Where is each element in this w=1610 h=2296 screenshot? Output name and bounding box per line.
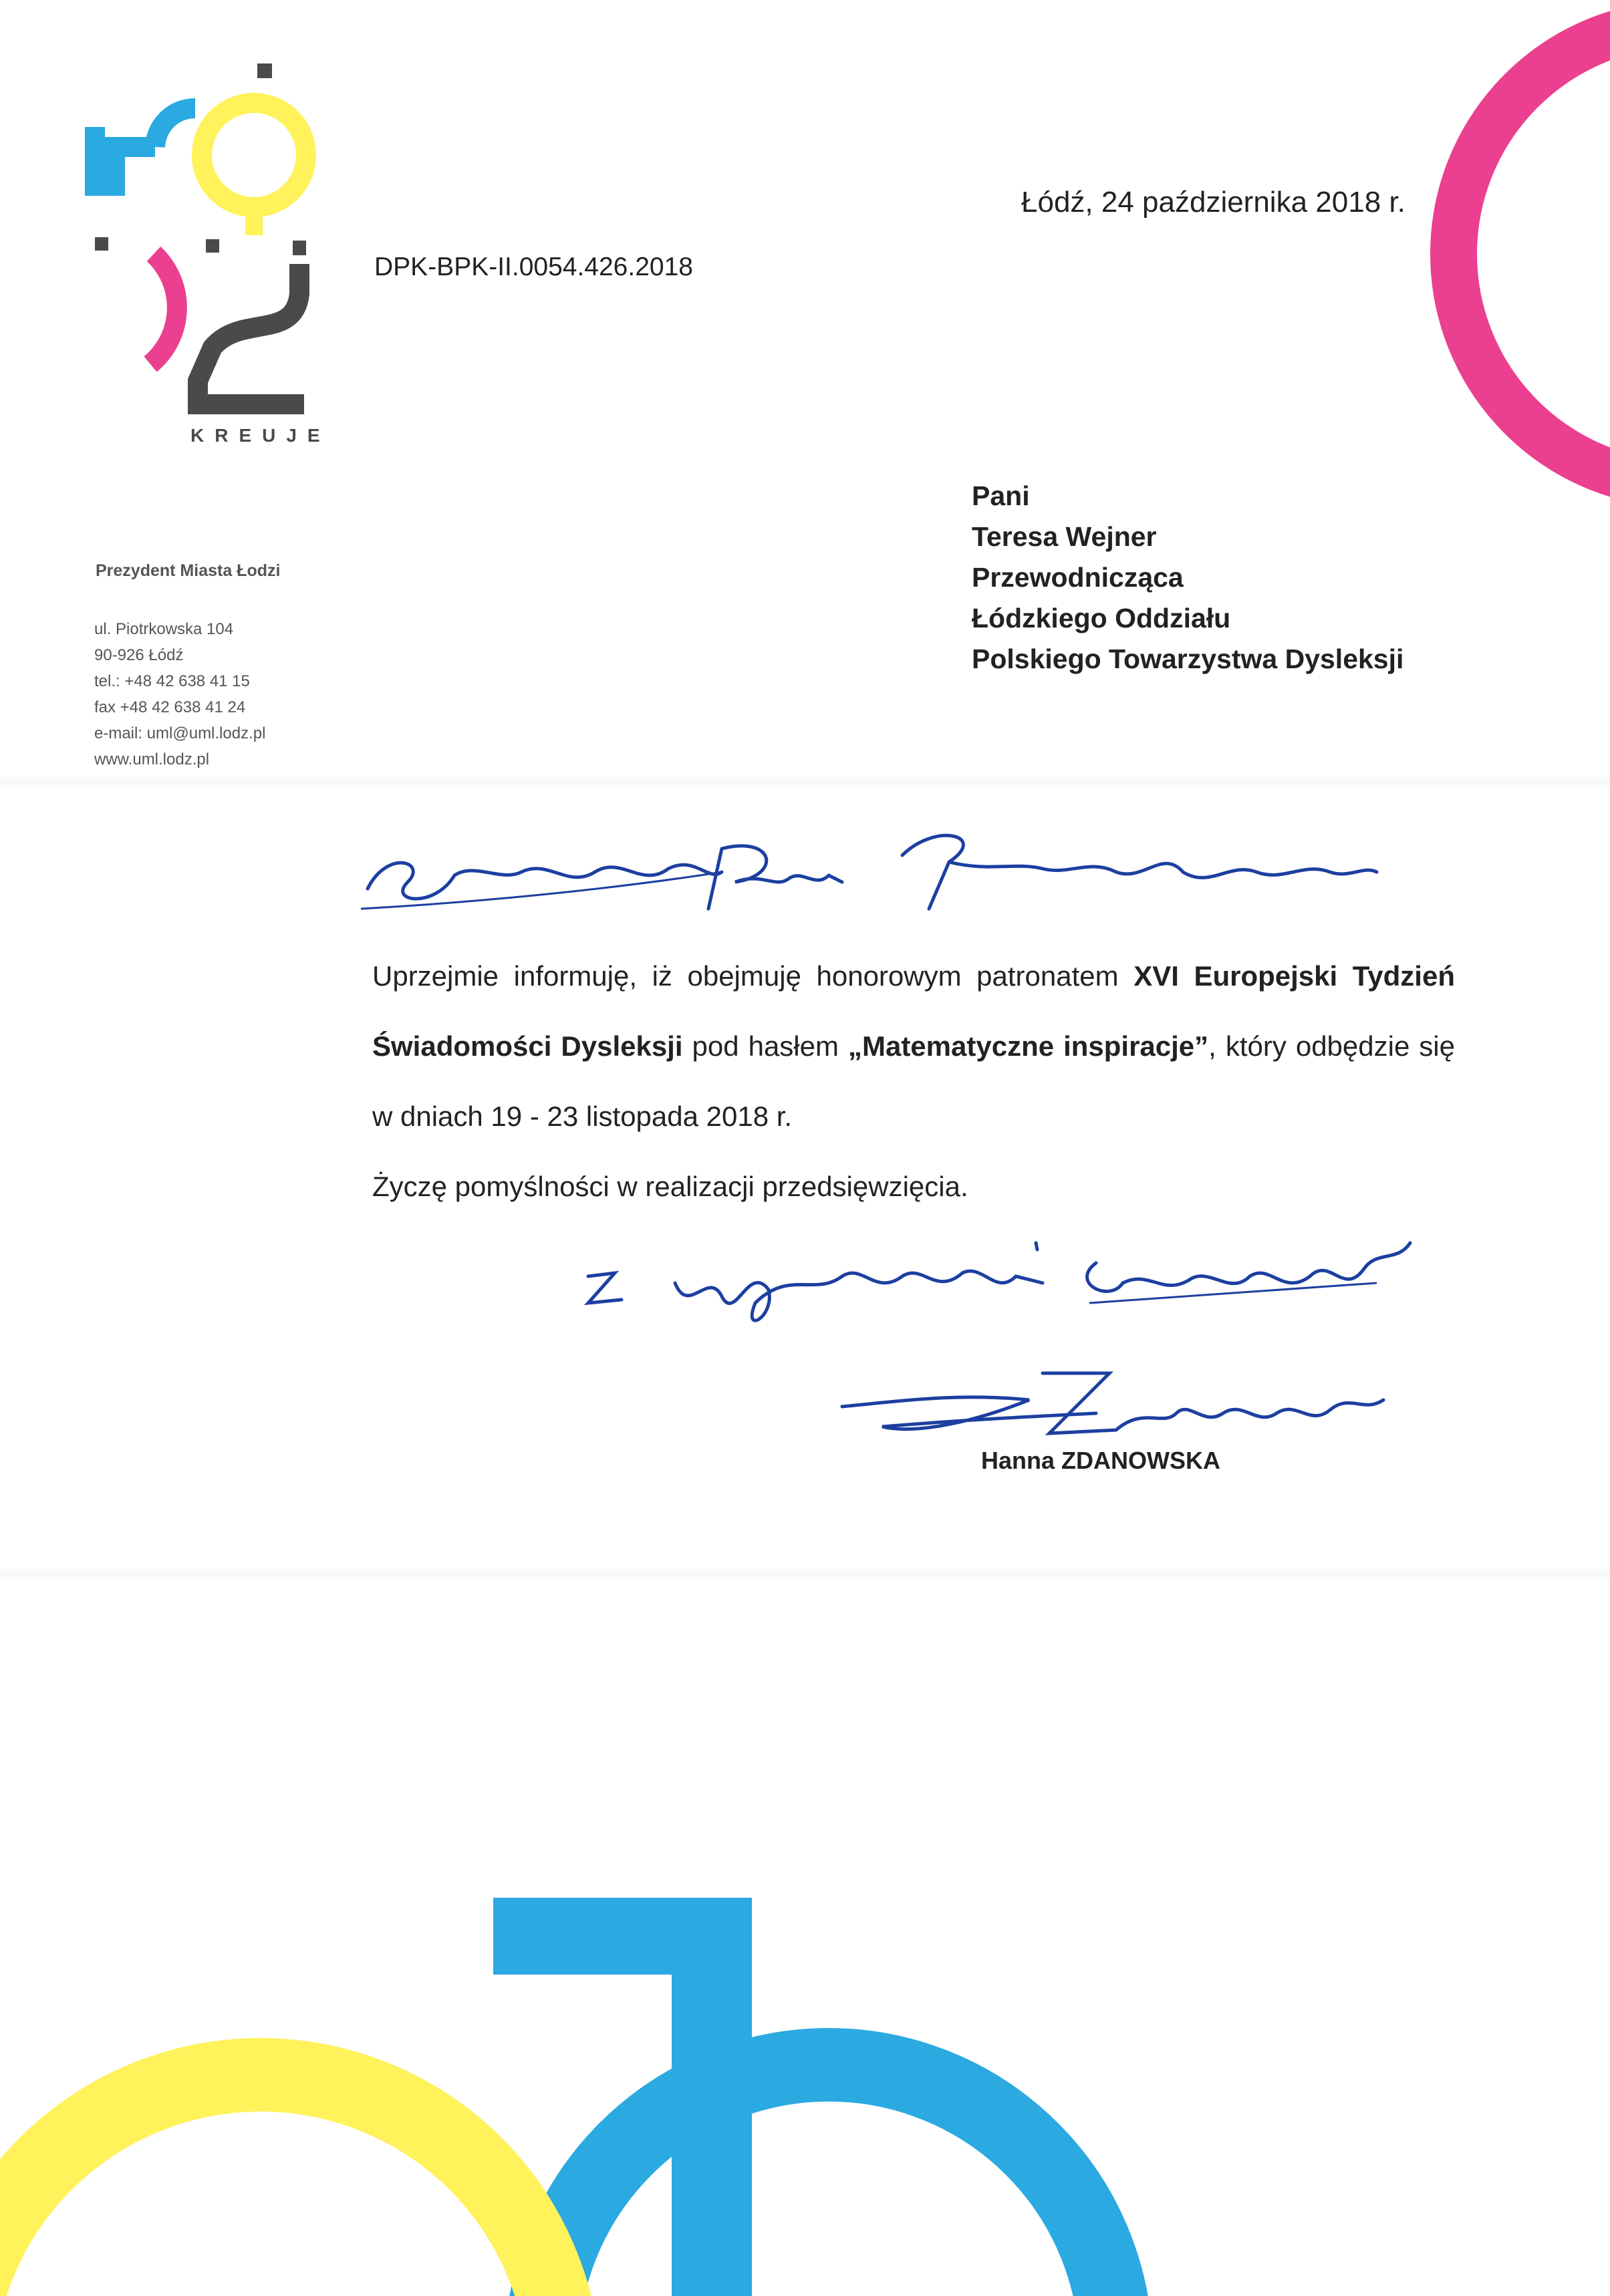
fold-line-top xyxy=(0,775,1610,788)
magenta-ring xyxy=(1454,23,1610,484)
body-text-dates: , który odbędzie się w dniach 19 - 23 listopada 2018 r. xyxy=(372,1030,1455,1132)
handwritten-salutation xyxy=(348,809,1390,922)
reference-number: DPK-BPK-II.0054.426.2018 xyxy=(374,253,693,281)
logo-letter-z xyxy=(198,264,304,404)
body-paragraph-2: Życzę pomyślności w realizacji przedsięwzięcia. xyxy=(372,1171,968,1202)
yellow-ring xyxy=(0,2075,565,2296)
address-street: ul. Piotrkowska 104 xyxy=(94,620,234,638)
body-text-intro: Uprzejmie informuję, iż obejmuję honorowym patronatem xyxy=(372,960,1134,992)
cyan-ring xyxy=(541,2065,1116,2296)
handwritten-signature xyxy=(829,1353,1397,1453)
logo-dot-middle xyxy=(206,239,219,253)
event-motto: „Matematyczne inspiracje” xyxy=(847,1030,1209,1062)
logo-letter-d xyxy=(150,254,177,364)
address-email: e-mail: uml@uml.lodz.pl xyxy=(94,724,266,742)
logo-dot-left xyxy=(95,237,108,251)
recipient-line-role: Przewodnicząca xyxy=(972,562,1184,593)
recipient-line-branch: Łódzkiego Oddziału xyxy=(972,603,1231,633)
event-name: XVI Europejski Tydzień Świadomości Dysleksji xyxy=(372,960,1455,1062)
sender-address xyxy=(94,616,265,772)
letter-date: Łódź, 24 października 2018 r. xyxy=(1021,186,1405,219)
handwritten-closing xyxy=(575,1203,1430,1330)
logo-dot-top xyxy=(257,63,272,78)
lodz-kreuje-logo xyxy=(80,60,361,461)
sender-title: Prezydent Miasta Łodzi xyxy=(96,561,281,580)
address-website: www.uml.lodz.pl xyxy=(94,750,210,768)
recipient-block xyxy=(972,476,1403,680)
logo-letter-l xyxy=(95,127,155,186)
letter-body xyxy=(372,941,1455,1222)
address-fax: fax +48 42 638 41 24 xyxy=(94,698,246,716)
signer-name: Hanna ZDANOWSKA xyxy=(981,1447,1220,1474)
address-phone: tel.: +48 42 638 41 15 xyxy=(94,672,250,690)
address-city: 90-926 Łódź xyxy=(94,646,184,664)
logo-letter-o xyxy=(202,103,306,207)
recipient-line-organization: Polskiego Towarzystwa Dysleksji xyxy=(972,643,1404,674)
logo-o-stem xyxy=(245,207,263,235)
body-text-motto-prefix: pod hasłem xyxy=(682,1030,848,1062)
logo-caption: KREUJE xyxy=(190,425,331,446)
fold-line-bottom xyxy=(0,1567,1610,1580)
recipient-line-title: Pani xyxy=(972,480,1030,511)
logo-dot-z xyxy=(293,241,306,255)
recipient-line-name: Teresa Wejner xyxy=(972,521,1157,552)
body-paragraph-1 xyxy=(372,941,1455,1151)
logo-letter-o-accent xyxy=(155,108,195,147)
cyan-bracket-shape xyxy=(493,1898,752,2296)
